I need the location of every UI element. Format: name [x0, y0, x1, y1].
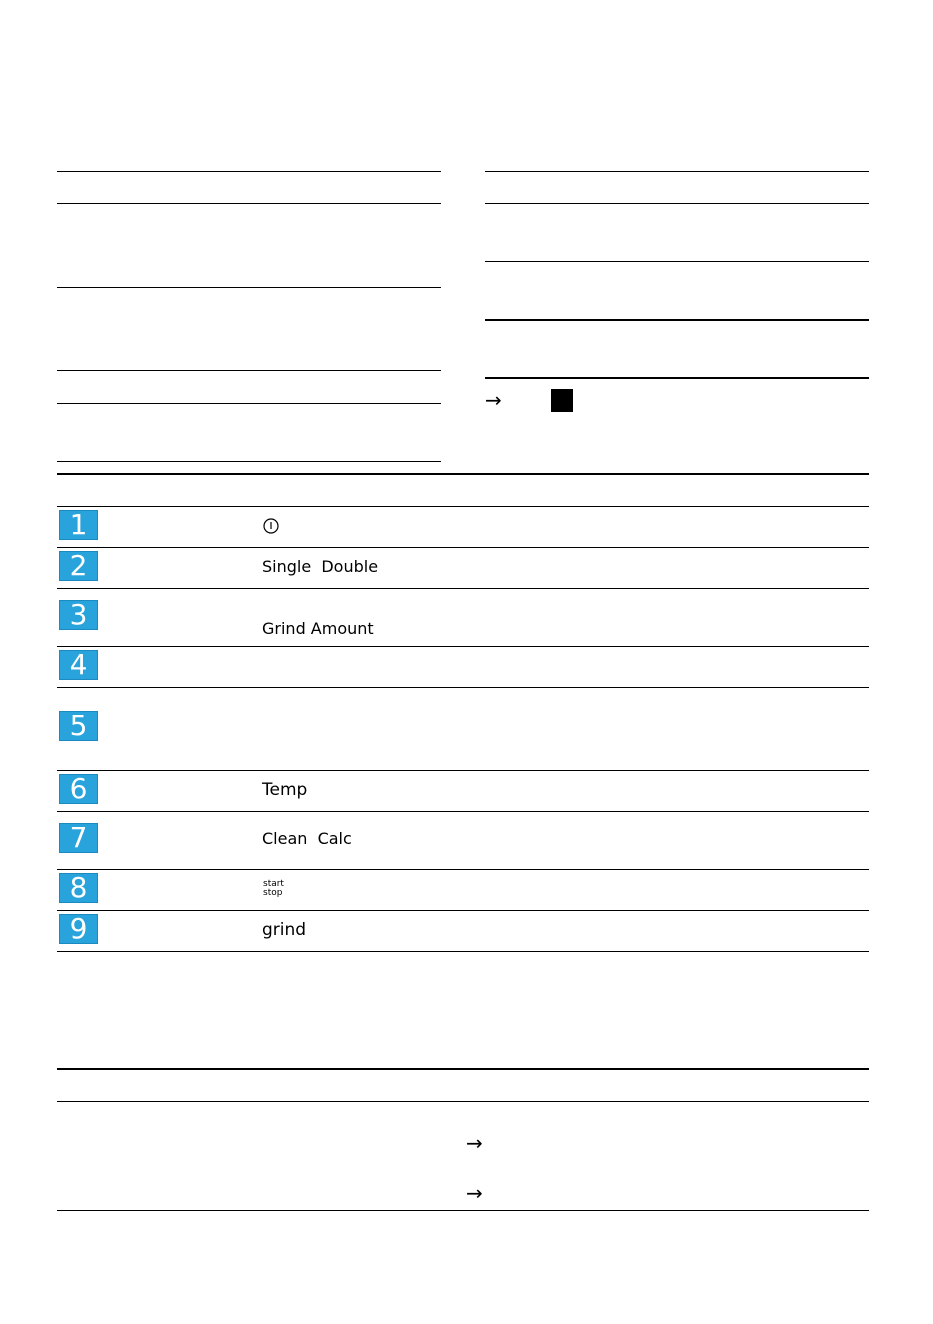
control-badge-6: 6	[59, 774, 98, 804]
controls-rule-4	[57, 687, 869, 688]
top-left-rule-2	[57, 203, 441, 204]
controls-rule-3	[57, 646, 869, 647]
controls-rule-7	[57, 869, 869, 870]
clean-calc-symbol: Clean Calc	[262, 829, 352, 848]
stop-square-icon	[551, 389, 573, 412]
control-badge-3: 3	[59, 600, 98, 630]
control-badge-5: 5	[59, 711, 98, 741]
control-badge-1: 1	[59, 510, 98, 540]
control-badge-2: 2	[59, 551, 98, 581]
controls-rule-5	[57, 770, 869, 771]
bottom-rule-header	[57, 1101, 869, 1102]
power-icon	[263, 518, 279, 534]
control-badge-4: 4	[59, 650, 98, 680]
grind-amount-symbol: Grind Amount	[262, 619, 374, 638]
controls-rule-1	[57, 547, 869, 548]
right-arrow-icon: →	[466, 1131, 483, 1155]
top-right-rule-5	[485, 377, 869, 379]
top-left-rule-4	[57, 370, 441, 371]
start-symbol: start	[263, 879, 284, 889]
controls-rule-6	[57, 811, 869, 812]
top-left-rule-5	[57, 403, 441, 404]
top-right-rule-3	[485, 261, 869, 262]
control-badge-9: 9	[59, 914, 98, 944]
top-left-rule-3	[57, 287, 441, 288]
bottom-rule-top	[57, 1068, 869, 1070]
single-double-symbol: Single Double	[262, 557, 379, 576]
top-right-rule-2	[485, 203, 869, 204]
right-arrow-icon: →	[466, 1181, 483, 1205]
right-arrow-icon: →	[485, 388, 502, 412]
top-left-rule-1	[57, 171, 441, 172]
control-badge-8: 8	[59, 873, 98, 903]
grind-symbol: grind	[262, 920, 307, 940]
top-right-rule-1	[485, 171, 869, 172]
bottom-rule-end	[57, 1210, 869, 1211]
controls-rule-header	[57, 506, 869, 507]
temp-symbol: Temp	[262, 780, 308, 800]
top-left-rule-6	[57, 461, 441, 462]
control-badge-7: 7	[59, 823, 98, 853]
stop-symbol: stop	[263, 888, 283, 898]
controls-rule-bottom	[57, 951, 869, 952]
controls-rule-8	[57, 910, 869, 911]
controls-rule-2	[57, 588, 869, 589]
controls-rule-top	[57, 473, 869, 475]
top-right-rule-4	[485, 319, 869, 321]
